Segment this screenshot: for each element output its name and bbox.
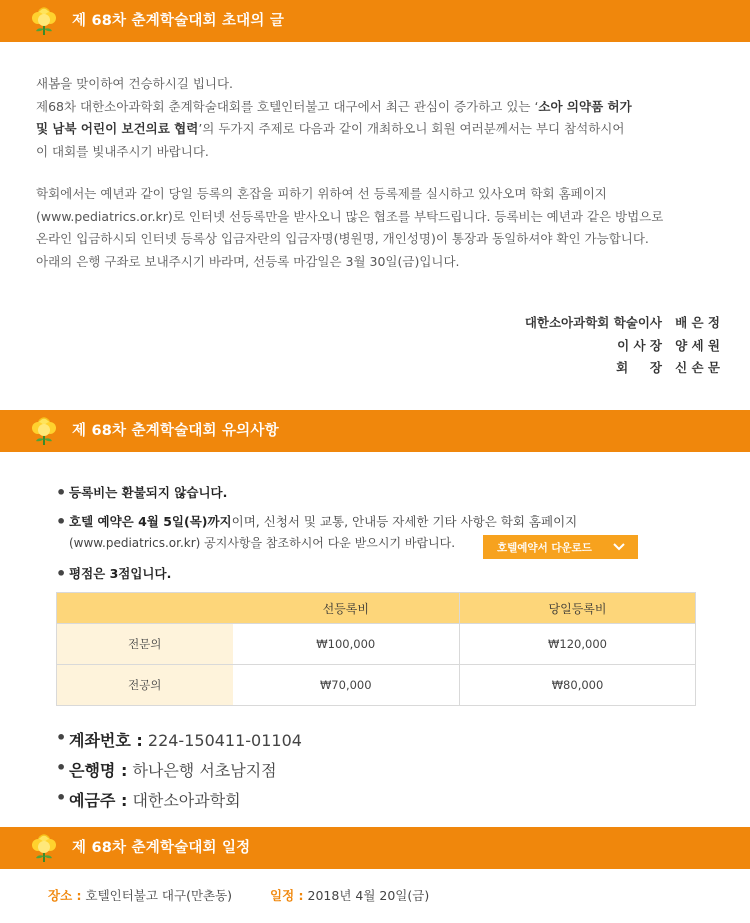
hotel-deadline: 호텔 예약은 4월 5일(목)까지 bbox=[69, 514, 232, 529]
flower-icon bbox=[28, 832, 60, 864]
schedule-info bbox=[48, 886, 429, 904]
registration-fee-table bbox=[56, 592, 696, 706]
bullet-icon: • bbox=[56, 728, 67, 747]
signature-row: 회 장 신 손 문 bbox=[616, 360, 720, 375]
section-title: 제 68차 춘계학술대회 일정 bbox=[72, 840, 251, 856]
notice-item-continued: (www.pediatrics.or.kr) 공지사항을 참조하시어 다운 받으시기 바랍니다. bbox=[69, 536, 456, 550]
hotel-form-download-button[interactable]: 호텔예약서 다운로드 bbox=[483, 535, 638, 559]
intro-line: 이 대회를 빛내주시기 바랍니다. bbox=[36, 143, 209, 159]
bullet-icon: • bbox=[56, 483, 67, 502]
place-label: 장소 : bbox=[48, 888, 82, 903]
intro-line: 제68차 대한소아과학회 춘계학술대회를 호텔인터불고 대구에서 최근 관심이 증가하고 있는 ‘소아 의약품 허가 bbox=[36, 98, 632, 114]
section-header-schedule bbox=[0, 827, 750, 869]
signature-block bbox=[525, 312, 720, 380]
table-row bbox=[57, 665, 696, 706]
flower-icon bbox=[28, 415, 60, 447]
intro-line: 및 남북 어린이 보건의료 협력’의 두가지 주제로 다음과 같이 개최하오니 회원 여러분께서는 부디 참석하시어 bbox=[36, 121, 625, 136]
table-header-cell: 선등록비 bbox=[233, 593, 460, 624]
table-row bbox=[57, 624, 696, 665]
table-cell: ₩120,000 bbox=[460, 624, 696, 665]
notice-line: 온라인 입금하시되 인터넷 등록상 입금자란의 입금자명(병원명, 개인성명)이 통장과 동일하셔야 확인 가능합니다. bbox=[36, 231, 649, 246]
table-header-row bbox=[57, 593, 696, 624]
notice-line: (www.pediatrics.or.kr)로 인터넷 선등록만을 받사오니 많은 협조를 부탁드립니다. 등록비는 예년과 같은 방법으로 bbox=[36, 208, 664, 224]
intro-line: 새봄을 맞이하여 건승하시길 빕니다. bbox=[36, 76, 234, 91]
table-row-label: 전공의 bbox=[57, 665, 233, 706]
section-header-invitation bbox=[0, 0, 750, 42]
account-holder: 대한소아과학회 bbox=[132, 791, 241, 810]
highlighted-topic: 및 남북 어린이 보건의료 협력 bbox=[36, 121, 199, 136]
table-header-cell: 당일등록비 bbox=[460, 593, 696, 624]
highlighted-topic: 소아 의약품 허가 bbox=[538, 98, 632, 114]
bank-name: 하나은행 서초남지점 bbox=[132, 761, 277, 780]
table-cell: ₩80,000 bbox=[460, 665, 696, 706]
section-header-notice bbox=[0, 410, 750, 452]
signature-row: 이 사 장 양 세 원 bbox=[617, 337, 720, 353]
bullet-icon: • bbox=[56, 564, 67, 583]
signature-row: 대한소아과학회 학술이사 배 은 정 bbox=[524, 315, 720, 330]
place-value: 호텔인터불고 대구(만촌동) bbox=[85, 888, 233, 903]
account-number: 224-150411-01104 bbox=[147, 731, 302, 750]
date-label: 일정 : bbox=[270, 888, 304, 903]
chevron-down-icon bbox=[612, 540, 626, 554]
table-cell: ₩70,000 bbox=[233, 665, 460, 706]
intro-paragraph bbox=[36, 73, 726, 163]
table-cell: ₩100,000 bbox=[233, 624, 460, 665]
notice-line: 학회에서는 예년과 같이 당일 등록의 혼잡을 피하기 위하여 선 등록제를 실시하고 있사오며 학회 홈페이지 bbox=[36, 186, 607, 201]
section-title: 제 68차 춘계학술대회 유의사항 bbox=[72, 423, 279, 439]
table-row-label: 전문의 bbox=[57, 624, 233, 665]
bullet-icon: • bbox=[56, 512, 67, 531]
bullet-icon: • bbox=[56, 788, 67, 807]
table-header-cell bbox=[57, 593, 233, 624]
registration-paragraph bbox=[36, 183, 726, 273]
flower-icon bbox=[28, 5, 60, 37]
section-title: 제 68차 춘계학술대회 초대의 글 bbox=[72, 13, 285, 29]
date-value: 2018년 4월 20일(금) bbox=[307, 888, 430, 903]
bullet-icon: • bbox=[56, 758, 67, 777]
notice-line: 아래의 은행 구좌로 보내주시기 바라며, 선등록 마감일은 3월 30일(금)입니다. bbox=[36, 253, 460, 269]
